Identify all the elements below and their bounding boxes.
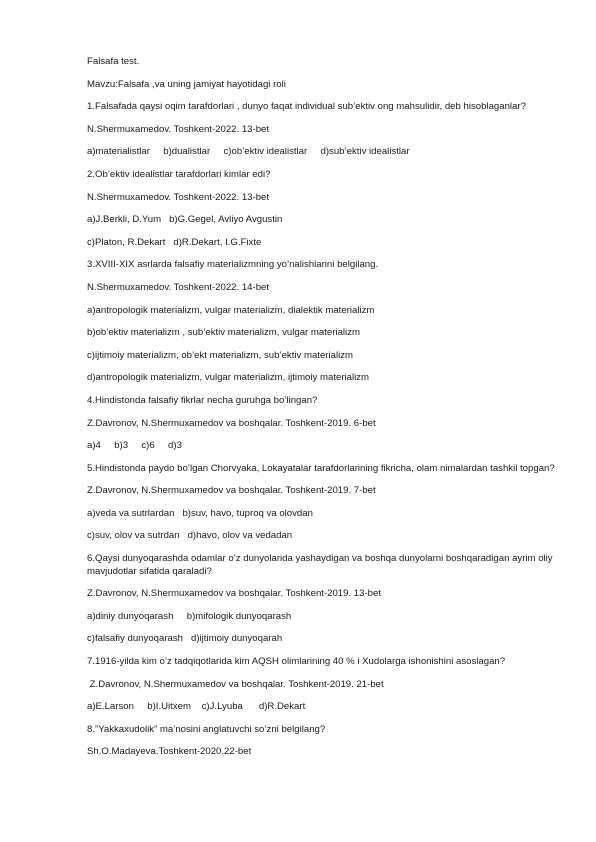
question-3-option-d: d)antropologik materializm, vulgar materializm, ijtimoiy materializm <box>87 372 370 384</box>
question-4-options: a)4 b)3 c)6 d)3 <box>87 440 182 452</box>
question-2-reference: N.Shermuxamedov. Toshkent-2022. 13-bet <box>87 191 270 203</box>
question-1: 1.Falsafada qaysi oqim tarafdorlari , dunyo faqat individual sub’ektiv ong mahsulidir, deb hisoblaganlar? <box>87 101 526 113</box>
question-2: 2.Ob’ektiv idealistlar tarafdorlari kimlar edi? <box>87 168 271 180</box>
question-3: 3.XVIII-XIX asrlarda falsafiy materializmning yo’nalishlarini belgilang. <box>87 259 379 271</box>
question-3-option-a: a)antropologik materializm, vulgar materializm, dialektik materializm <box>87 304 375 316</box>
question-1-options: a)materialistlar b)dualistlar c)ob’ektiv idealistlar d)sub’ektiv idealistlar <box>87 146 410 158</box>
question-7-options: a)E.Larson b)I.Uitxem c)J.Lyuba d)R.Dekart <box>87 701 306 713</box>
question-5: 5.Hindistonda paydo bo’lgan Chorvyaka, Lokayatalar tarafdorlarining fikricha, olam nimalardan tashkil topgan? <box>87 462 555 474</box>
question-6: 6.Qaysi dunyoqarashda odamlar o’z dunyolarida yashaydigan va boshqa dunyolarni boshqaradigan ayrim oliy mavjudotlar sifatida qaraladi? <box>87 553 553 577</box>
question-7: 7.1916-yilda kim o’z tadqiqotlarida kim AQSH olimlarining 40 % i Xudolarga ishonishini asoslagan? <box>87 655 506 667</box>
question-3-reference: N.Shermuxamedov. Toshkent-2022. 14-bet <box>87 281 270 293</box>
question-2-options-ab: a)J.Berkli, D.Yum b)G.Gegel, Avliyo Avgustin <box>87 214 283 226</box>
question-1-reference: N.Shermuxamedov. Toshkent-2022. 13-bet <box>87 123 270 135</box>
question-5-options-cd: c)suv, olov va sutrdan d)havo, olov va vedadan <box>87 530 293 542</box>
question-8-reference: Sh.O.Madayeva.Toshkent-2020.22-bet <box>87 746 252 758</box>
question-4-reference: Z.Davronov, N.Shermuxamedov va boshqalar. Toshkent-2019. 6-bet <box>87 417 376 429</box>
question-5-options-ab: a)veda va sutrlardan b)suv, havo, tuproq va olovdan <box>87 507 313 519</box>
question-7-reference: Z.Davronov, N.Shermuxamedov va boshqalar. Toshkent-2019. 21-bet <box>87 678 384 690</box>
question-2-options-cd: c)Platon, R.Dekart d)R.Dekart, I.G.Fixte <box>87 236 262 248</box>
question-4: 4.Hindistonda falsafiy fikrlar necha guruhga bo’lingan? <box>87 394 318 406</box>
question-3-option-b: b)ob’ektiv materializm , sub’ektiv materializm, vulgar materializm <box>87 327 360 339</box>
question-8: 8.”Yakkaxudolik” ma’nosini anglatuvchi so’zni belgilang? <box>87 723 326 735</box>
document-subject: Mavzu:Falsafa ,va uning jamiyat hayotidagi roli <box>87 78 286 90</box>
question-6-reference: Z.Davronov, N.Shermuxamedov va boshqalar. Toshkent-2019. 13-bet <box>87 588 382 600</box>
question-6-options-cd: c)falsafiy dunyoqarash d)ijtimoiy dunyoqarah <box>87 633 283 645</box>
question-6-options-ab: a)diniy dunyoqarash b)mifologik dunyoqarash <box>87 610 292 622</box>
question-5-reference: Z.Davronov, N.Shermuxamedov va boshqalar. Toshkent-2019. 7-bet <box>87 485 376 497</box>
question-3-option-c: c)ijtimoiy materializm, ob’ekt materializm, sub’ektiv materializm <box>87 349 354 361</box>
document-title: Falsafa test. <box>87 56 140 67</box>
